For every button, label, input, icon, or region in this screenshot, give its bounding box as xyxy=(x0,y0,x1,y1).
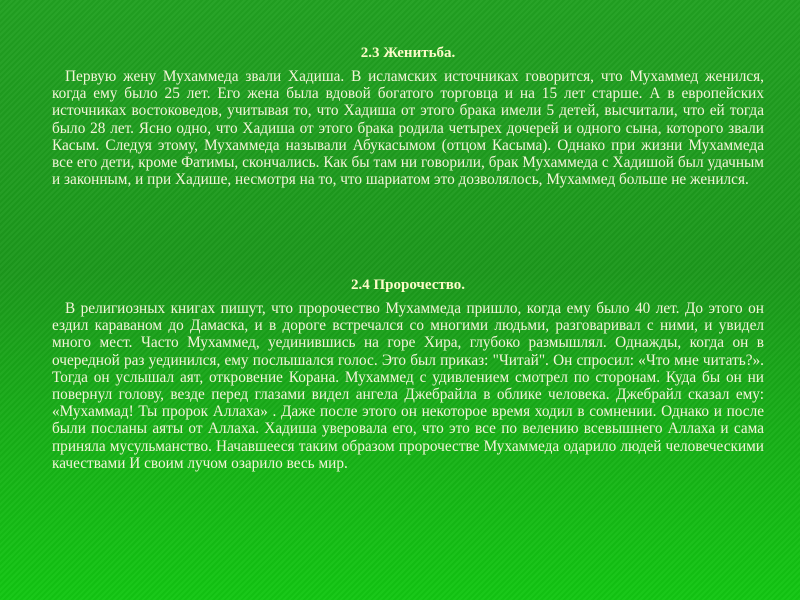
section-marriage xyxy=(52,45,764,188)
section-paragraph: Первую жену Мухаммеда звали Хадиша. В исламских источниках говорится, что Мухаммед женился, когда ему было 25 лет. Его жена была вдовой богатого торговца и на 15 лет старше. А в европейских источниках востоковедов, учитывая то, что Хадиша от этого брака имели 5 детей, высчитали, что ей тогда было 28 лет. Ясно одно, что Хадиша от этого брака родила четырех дочерей и одного сына, которого звали Касым. Следуя этому, Мухаммеда называли Абукасымом (отцом Касыма). Однако при жизни Мухаммеда все его дети, кроме Фатимы, скончались. Как бы там ни говорили, брак Мухаммеда с Хадишой был удачным и законным, и при Хадише, несмотря на то, что шариатом это дозволялось, Мухаммед больше не женился. xyxy=(52,68,764,189)
section-title: 2.4 Пророчество. xyxy=(350,277,466,293)
section-paragraph: В религиозных книгах пишут, что пророчество Мухаммеда пришло, когда ему было 40 лет. До этого он ездил караваном до Дамаска, и в дороге встречался со многими людьми, разговаривал с ними, и увидел много мест. Часто Мухаммед, уединившись на горе Хира, глубоко размышлял. Однажды, когда он в очередной раз уединился, ему послышался голос. Это был приказ: "Читай". Он спросил: «Что мне читать?». Тогда он услышал аят, откровение Корана. Мухаммед с удивлением смотрел по сторонам. Куда бы он ни повернул голову, везде перед глазами видел ангела Джебрайла в облике человека. Джебрайл сказал ему: «Мухаммад! Ты пророк Аллаха» . Даже после этого он некоторое время ходил в сомнении. Однако и после были посланы аяты от Аллаха. Хадиша уверовала его, что это все по велению всевышнего Аллаха и сама приняла мусульманство. Начавшееся таким образом пророчестве Мухаммеда одарило людей человеческими качествами И своим лучом озарило весь мир. xyxy=(52,300,764,472)
section-title: 2.3 Женитьба. xyxy=(360,45,456,61)
section-prophecy xyxy=(52,277,764,472)
